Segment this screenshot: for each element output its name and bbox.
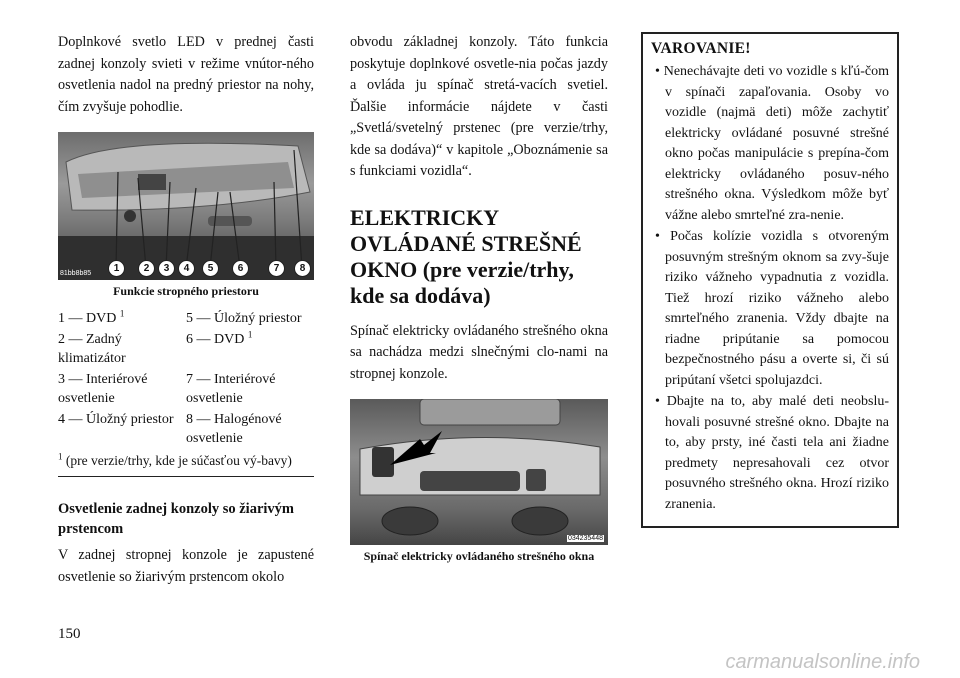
sunroof-switch-photo xyxy=(350,399,608,545)
subheading: Osvetlenie zadnej konzoly so žiarivým prstencom xyxy=(58,501,295,537)
sunroof-switch-illustration xyxy=(350,399,608,545)
warning-title: VAROVANIE! xyxy=(651,40,751,57)
callout-1: 1 xyxy=(108,260,125,277)
legend-row xyxy=(58,410,314,450)
legend-cell: 5 — Úložný priestor xyxy=(186,311,302,326)
footnote: $^1$ (pre verzie/trhy, kde je súčasťou vý-bavy) xyxy=(58,452,314,477)
photo-code: 034235448 xyxy=(567,535,603,542)
legend-cell: 3 — Interiérové osvetlenie xyxy=(58,372,148,406)
intro-paragraph: Doplnkové svetlo LED v prednej časti zadnej konzoly svieti v režime vnútor-ného osvetlenia nadol na predný priestor na nohy, čím zvyšuje pohodlie. xyxy=(58,34,314,115)
section-heading: ELEKTRICKY OVLÁDANÉ STREŠNÉ OKNO (pre verzie/trhy, kde sa dodáva) xyxy=(350,204,582,308)
legend-row xyxy=(58,370,314,410)
legend-row xyxy=(58,330,314,370)
column-left xyxy=(58,32,314,588)
callout-4: 4 xyxy=(178,260,195,277)
callout-3: 3 xyxy=(158,260,175,277)
legend-table xyxy=(58,309,314,450)
warning-bullet: • Nenechávajte deti vo vozidle s kľú-čom v spínači zapaľovania. Osoby vo vozidle (najmä deti) môže zachytiť elektricky ovládané posuvné strešné okno počas manipulácie s prepína-čom elektricky ovládaného posuv-ného strešného okna. Výsledkom môže byť vážne alebo smrteľné zra-nenie. xyxy=(655,64,890,223)
photo-caption: Funkcie stropného priestoru xyxy=(113,284,259,298)
callout-8: 8 xyxy=(294,260,311,277)
legend-row xyxy=(58,309,314,330)
watermark: carmanualsonline.info xyxy=(725,651,920,673)
page-number: 150 xyxy=(58,626,81,642)
sunroof-switch-paragraph: Spínač elektricky ovládaného strešného okna sa nachádza medzi slnečnými clo-nami na stropnej konzole. xyxy=(350,322,608,382)
callout-7: 7 xyxy=(268,260,285,277)
continuation-paragraph: obvodu základnej konzoly. Táto funkcia poskytuje doplnkové osvetle-nia počas jazdy a ovláda ju spínač stretá-vacích svetiel. Ďalšie informácie nájdete v časti „Svetlá/svetelný prstenec (pre verzie/trhy, kde sa dodáva)“ v kapitole „Oboznámenie sa s funkciami vozidla“. xyxy=(350,34,608,179)
legend-cell: 2 — Zadný klimatizátor xyxy=(58,332,126,366)
legend-cell: 6 — DVD $^1$ xyxy=(186,329,253,347)
photo-code: 81bb8b85 xyxy=(60,270,92,277)
callout-2: 2 xyxy=(138,260,155,277)
column-middle xyxy=(350,32,608,564)
legend-cell: 1 — DVD $^1$ xyxy=(58,308,125,326)
warning-box xyxy=(641,32,899,528)
ring-light-paragraph: V zadnej stropnej konzole je zapustené osvetlenie so žiarivým prstencom okolo xyxy=(58,547,314,585)
legend-cell: 8 — Halogénové osvetlenie xyxy=(186,412,282,446)
overhead-console-photo xyxy=(58,132,314,280)
warning-bullet: • Počas kolízie vozidla s otvoreným posuvným strešným oknom sa zvy-šuje riziko vážneho vypadnutia z vozidla. Tiež hrozí riziko vážneho alebo smrteľného zranenia. Vždy dbajte na riadne pripútanie sa pomocou bezpečnostného pásu a overte si, či sú pripútaní všetci spolujazdci. xyxy=(655,229,889,388)
callout-5: 5 xyxy=(202,260,219,277)
column-right xyxy=(641,32,899,528)
warning-bullet: • Dbajte na to, aby malé deti neobslu-hovali posuvné strešné okno. Dbajte na to, aby prsty, iné časti tela ani žiadne predmety nepresahovali cez otvor posuvného strešného okna. Hrozí riziko zranenia. xyxy=(655,394,889,512)
overhead-console-illustration xyxy=(58,132,314,280)
callout-6: 6 xyxy=(232,260,249,277)
legend-cell: 4 — Úložný priestor xyxy=(58,412,174,427)
legend-cell: 7 — Interiérové osvetlenie xyxy=(186,372,276,406)
photo-caption: Spínač elektricky ovládaného strešného okna xyxy=(363,549,595,563)
